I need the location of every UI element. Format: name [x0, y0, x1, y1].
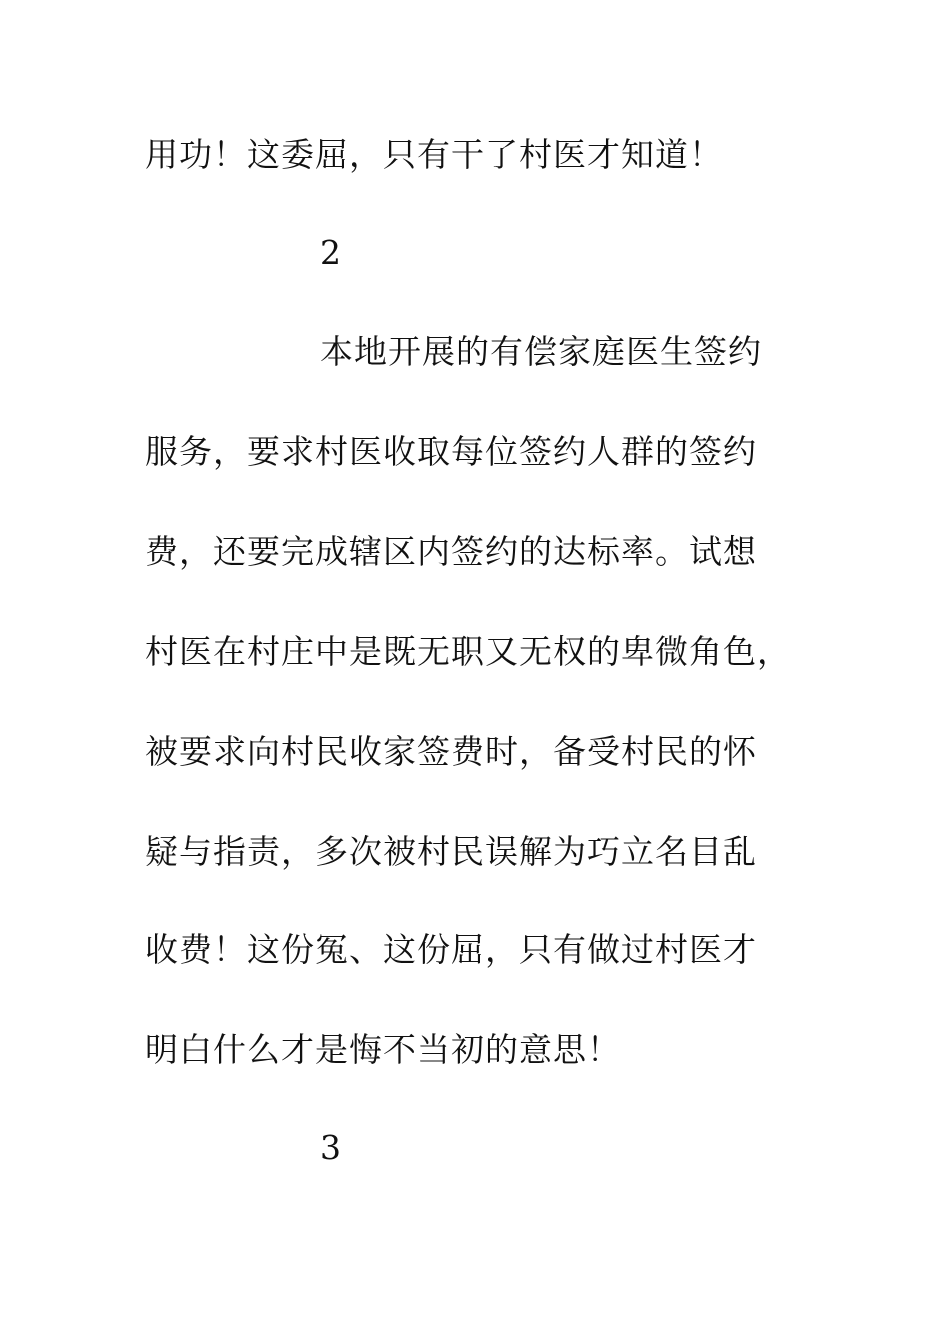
text-line: 费，还要完成辖区内签约的达标率。试想 — [145, 532, 757, 571]
text-line: 疑与指责，多次被村民误解为巧立名目乱 — [145, 832, 757, 871]
text-line: 用功！这委屈，只有干了村医才知道！ — [145, 135, 723, 174]
section-number: 2 — [320, 233, 342, 272]
text-line: 明白什么才是悔不当初的意思！ — [145, 1030, 621, 1069]
text-line: 村医在村庄中是既无职又无权的卑微角色， — [145, 632, 791, 671]
text-line: 被要求向村民收家签费时，备受村民的怀 — [145, 732, 757, 771]
section-number: 3 — [320, 1128, 342, 1167]
text-line: 服务，要求村医收取每位签约人群的签约 — [145, 432, 757, 471]
paragraph-first-line: 本地开展的有偿家庭医生签约 — [320, 332, 762, 371]
text-line: 收费！这份冤、这份屈，只有做过村医才 — [145, 930, 757, 969]
